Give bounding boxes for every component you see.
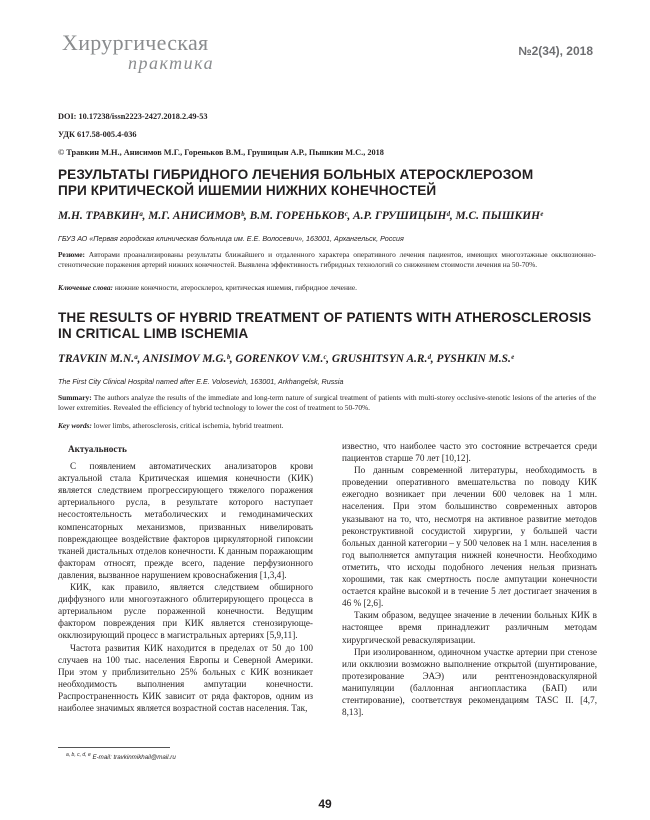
journal-logo-subtitle: практика xyxy=(128,53,215,73)
keywords-en xyxy=(58,421,596,431)
summary-ru-label: Резюме: xyxy=(58,250,85,259)
article-title-ru xyxy=(58,167,598,199)
udc: УДК 617.58-005.4-036 xyxy=(58,130,137,139)
journal-logo-title: Хирургическая xyxy=(62,30,209,55)
summary-en-label: Summary: xyxy=(58,393,92,402)
keywords-en-text: lower limbs, atherosclerosis, critical ischemia, hybrid treatment. xyxy=(91,421,284,430)
body-right-column xyxy=(342,440,597,718)
paragraph: Таким образом, ведущее значение в лечении больных КИК в настоящее время принадлежит различным методам хирургической реваскуляризации. xyxy=(342,610,597,645)
article-title-en xyxy=(58,310,598,342)
summary-en-text: The authors analyze the results of the immediate and long-term nature of surgical treatment of patients with multi-storey occlusive-stenotic lesions of the arteries of the lower extremities. Revealed the efficiency of hybrid technology to lower the cost of treatment to 50-70%. xyxy=(58,393,596,412)
doi[interactable]: DOI: 10.17238/issn2223-2427.2018.2.49-53 xyxy=(58,112,208,121)
footnote-email[interactable]: E-mail: travkinmikhail@mail.ru xyxy=(92,754,176,762)
summary-ru-text: Авторами проанализированы результаты ближайшего и отдаленного характера оперативного лечения пациентов, имеющих многоэтажные окклюзионно-стенотические поражения артерий нижних конечностей. Выявлена эффективность гибридных технологий со снижением стоимости лечения на 50-70%. xyxy=(58,250,596,269)
body-left-column xyxy=(58,443,313,714)
paragraph: При изолированном, одиночном участке артерии при стенозе или окклюзии возможно выполнение открытой (шунтирование, протезирование ЭАЭ) или рентгеноэндоваскулярной манипуляции (баллонная ангиопластика (БАП) или стентирование), соответствуя рекомендациям TASC II. [4,7, 8,13]. xyxy=(342,646,597,718)
keywords-ru-label: Ключевые слова: xyxy=(58,283,113,292)
paragraph: По данным современной литературы, необходимость в проведении оперативного вмешательства по поводу КИК ежегодно возникает при лечении 600 человек на 1 млн. населения. При этом большинство современных авторов указывают на то, что, несмотря на активное развитие методов реконструктивной сосудистой хирургии, у большей части больных данной категории – у 500 человек на 1 млн. населения в год выполняется ампутация нижней конечности. Необходимо отметить, что исходы подобного лечения нельзя признать хорошими, так как смертность после ампутации конечности остается крайне высокой и в течение 5 лет достигает значения в 46 % [2,6]. xyxy=(342,465,597,609)
footnote-letters: a, b, c, d, e xyxy=(66,752,91,758)
paragraph-continued: известно, что наиболее часто это состояние встречается среди пациентов старше 70 лет [10,12]. xyxy=(342,441,597,464)
paragraph: КИК, как правило, является следствием обширного диффузного или многоэтажного облитерирующего процесса в артериальном русле пораженной конечности. Ведущим фактором повреждения при КИК является стенозирующе-окклюзирующий процесс в магистральных артериях [5,9,11]. xyxy=(58,582,313,641)
summary-en xyxy=(58,393,596,412)
affiliation-en: The First City Clinical Hospital named after E.E. Volosevich, 163001, Arkhangelsk, Russia xyxy=(58,377,344,386)
title-ru-line2: ПРИ КРИТИЧЕСКОЙ ИШЕМИИ НИЖНИХ КОНЕЧНОСТЕЙ xyxy=(58,183,437,198)
title-en-line1: THE RESULTS OF HYBRID TREATMENT OF PATIENTS WITH ATHEROSCLEROSIS xyxy=(58,310,592,325)
keywords-ru-text: нижние конечности, атеросклероз, критическая ишемия, гибридное лечение. xyxy=(113,283,357,292)
footnote xyxy=(66,752,176,761)
title-en-line2: IN CRITICAL LIMB ISCHEMIA xyxy=(58,326,249,341)
keywords-en-label: Key words: xyxy=(58,421,92,430)
authors-ru: М.Н. ТРАВКИНᵃ, М.Г. АНИСИМОВᵇ, В.М. ГОРЕНЬКОВᶜ, А.Р. ГРУШИЦЫНᵈ, М.С. ПЫШКИНᵉ xyxy=(58,210,544,222)
authors-en: TRAVKIN M.N.ᵃ, ANISIMOV M.G.ᵇ, GORENKOV V.M.ᶜ, GRUSHITSYN A.R.ᵈ, PYSHKIN M.S.ᵉ xyxy=(58,353,514,365)
section-heading: Актуальность xyxy=(68,444,127,454)
issue-number: №2(34), 2018 xyxy=(518,44,593,58)
footnote-divider xyxy=(58,747,170,748)
affiliation-ru: ГБУЗ АО «Первая городская клиническая больница им. Е.Е. Волосевич», 163001, Архангельск, Россия xyxy=(58,234,404,243)
page-number: 49 xyxy=(318,797,332,811)
copyright: © Травкин М.Н., Анисимов М.Г., Гореньков В.М., Грушицын А.Р., Пышкин М.С., 2018 xyxy=(58,148,384,157)
paragraph: Частота развития КИК находится в пределах от 50 до 100 случаев на 100 тыс. населения Европы и Северной Америки. При этом у приблизительно 25% больных с КИК возникает необходимость выполнения ампутации конечности. Распространенность КИК зависит от ряда факторов, одним из наиболее значимых является возрастной состав населения. Так, xyxy=(58,642,313,713)
paragraph: С появлением автоматических анализаторов крови актуальной стала Критическая ишемия конечности (КИК) является следствием прогрессирующего тяжелого поражения артериального русла, в результате которого наступает несостоятельность метаболических и гемодинамических компенсаторных механизмов, призванных нивелировать повреждающее воздействие факторов циркуляторной гипоксии тканей дистальных отделов конечности. К данным поражающим факторам относят, прежде всего, падение перфузионного давления, вызванное нарушением кровоснабжения [1,3,4]. xyxy=(58,461,313,580)
summary-ru xyxy=(58,250,596,269)
keywords-ru xyxy=(58,283,596,293)
title-ru-line1: РЕЗУЛЬТАТЫ ГИБРИДНОГО ЛЕЧЕНИЯ БОЛЬНЫХ АТЕРОСКЛЕРОЗОМ xyxy=(58,167,534,182)
